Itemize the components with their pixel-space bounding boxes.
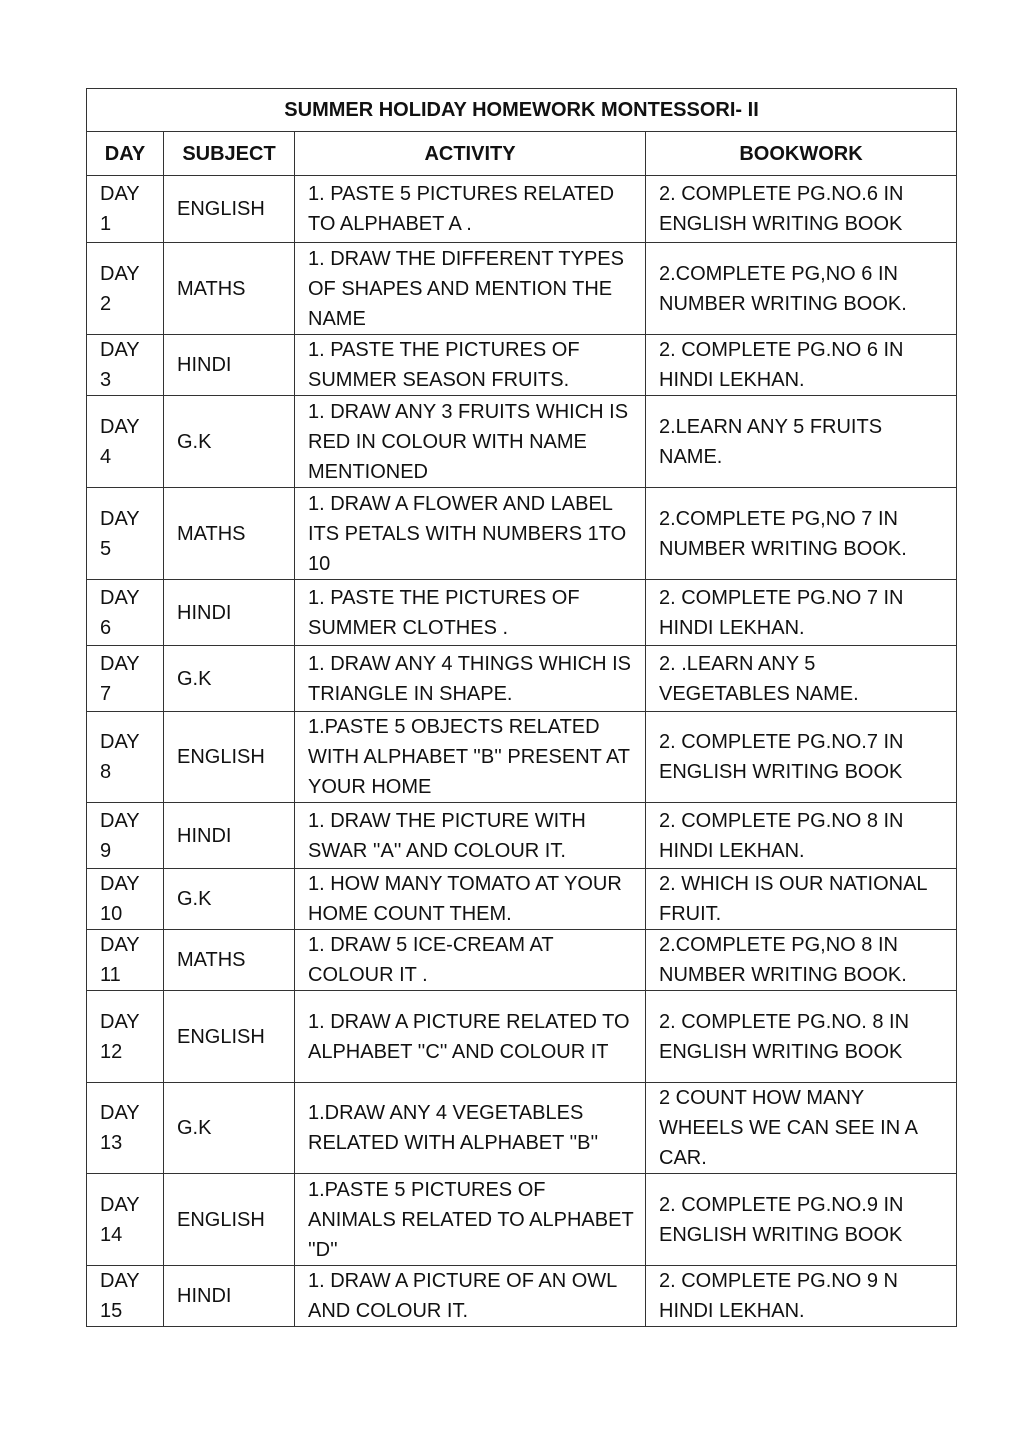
- bookwork-cell: 2. COMPLETE PG.NO 6 IN HINDI LEKHAN.: [646, 335, 957, 396]
- title-row: [87, 89, 957, 132]
- bookwork-cell: 2. WHICH IS OUR NATIONAL FRUIT.: [646, 869, 957, 930]
- table-row: [87, 488, 957, 580]
- subject-cell: MATHS: [164, 243, 295, 335]
- table-row: [87, 869, 957, 930]
- table-row: [87, 1083, 957, 1174]
- table-row: [87, 1266, 957, 1327]
- activity-cell: 1.DRAW ANY 4 VEGETABLES RELATED WITH ALPHABET ''B'': [295, 1083, 646, 1174]
- bookwork-cell: 2. COMPLETE PG.NO 7 IN HINDI LEKHAN.: [646, 580, 957, 646]
- day-cell: DAY 14: [87, 1174, 164, 1266]
- bookwork-cell: 2. COMPLETE PG.NO.9 IN ENGLISH WRITING BOOK: [646, 1174, 957, 1266]
- table-row: [87, 243, 957, 335]
- table-row: [87, 646, 957, 712]
- table-row: [87, 930, 957, 991]
- bookwork-cell: 2. COMPLETE PG.NO 9 N HINDI LEKHAN.: [646, 1266, 957, 1327]
- day-cell: DAY 8: [87, 712, 164, 803]
- day-cell: DAY 4: [87, 396, 164, 488]
- subject-cell: HINDI: [164, 1266, 295, 1327]
- bookwork-cell: 2.COMPLETE PG,NO 7 IN NUMBER WRITING BOOK.: [646, 488, 957, 580]
- day-cell: DAY 6: [87, 580, 164, 646]
- activity-cell: 1. PASTE THE PICTURES OF SUMMER SEASON FRUITS.: [295, 335, 646, 396]
- activity-cell: 1. DRAW THE PICTURE WITH SWAR ''A'' AND COLOUR IT.: [295, 803, 646, 869]
- day-cell: DAY 5: [87, 488, 164, 580]
- subject-cell: G.K: [164, 646, 295, 712]
- table-row: [87, 335, 957, 396]
- table-row: [87, 712, 957, 803]
- bookwork-cell: 2.COMPLETE PG,NO 8 IN NUMBER WRITING BOOK.: [646, 930, 957, 991]
- activity-cell: 1. DRAW A FLOWER AND LABEL ITS PETALS WITH NUMBERS 1TO 10: [295, 488, 646, 580]
- homework-table: [86, 88, 957, 1327]
- day-cell: DAY 11: [87, 930, 164, 991]
- subject-cell: ENGLISH: [164, 1174, 295, 1266]
- bookwork-cell: 2. COMPLETE PG.NO.6 IN ENGLISH WRITING BOOK: [646, 176, 957, 243]
- table-title: SUMMER HOLIDAY HOMEWORK MONTESSORI- II: [87, 89, 957, 132]
- day-cell: DAY 2: [87, 243, 164, 335]
- activity-cell: 1.PASTE 5 PICTURES OF ANIMALS RELATED TO ALPHABET ''D'': [295, 1174, 646, 1266]
- activity-cell: 1. DRAW ANY 4 THINGS WHICH IS TRIANGLE IN SHAPE.: [295, 646, 646, 712]
- activity-cell: 1.PASTE 5 OBJECTS RELATED WITH ALPHABET ''B'' PRESENT AT YOUR HOME: [295, 712, 646, 803]
- activity-cell: 1. PASTE THE PICTURES OF SUMMER CLOTHES .: [295, 580, 646, 646]
- subject-cell: HINDI: [164, 803, 295, 869]
- table-row: [87, 176, 957, 243]
- day-cell: DAY 7: [87, 646, 164, 712]
- table-row: [87, 991, 957, 1083]
- header-subject: SUBJECT: [164, 132, 295, 176]
- activity-cell: 1. DRAW A PICTURE RELATED TO ALPHABET ''C'' AND COLOUR IT: [295, 991, 646, 1083]
- header-day: DAY: [87, 132, 164, 176]
- table-row: [87, 1174, 957, 1266]
- subject-cell: ENGLISH: [164, 176, 295, 243]
- subject-cell: ENGLISH: [164, 991, 295, 1083]
- activity-cell: 1. DRAW ANY 3 FRUITS WHICH IS RED IN COLOUR WITH NAME MENTIONED: [295, 396, 646, 488]
- day-cell: DAY 12: [87, 991, 164, 1083]
- subject-cell: ENGLISH: [164, 712, 295, 803]
- activity-cell: 1. DRAW THE DIFFERENT TYPES OF SHAPES AND MENTION THE NAME: [295, 243, 646, 335]
- subject-cell: G.K: [164, 869, 295, 930]
- day-cell: DAY 1: [87, 176, 164, 243]
- table-body: [87, 176, 957, 1327]
- activity-cell: 1. DRAW A PICTURE OF AN OWL AND COLOUR IT.: [295, 1266, 646, 1327]
- bookwork-cell: 2.COMPLETE PG,NO 6 IN NUMBER WRITING BOOK.: [646, 243, 957, 335]
- activity-cell: 1. HOW MANY TOMATO AT YOUR HOME COUNT THEM.: [295, 869, 646, 930]
- subject-cell: HINDI: [164, 580, 295, 646]
- subject-cell: G.K: [164, 396, 295, 488]
- bookwork-cell: 2. COMPLETE PG.NO 8 IN HINDI LEKHAN.: [646, 803, 957, 869]
- table-row: [87, 396, 957, 488]
- header-bookwork: BOOKWORK: [646, 132, 957, 176]
- header-row: [87, 132, 957, 176]
- day-cell: DAY 9: [87, 803, 164, 869]
- bookwork-cell: 2. COMPLETE PG.NO. 8 IN ENGLISH WRITING BOOK: [646, 991, 957, 1083]
- activity-cell: 1. PASTE 5 PICTURES RELATED TO ALPHABET A .: [295, 176, 646, 243]
- bookwork-cell: 2. .LEARN ANY 5 VEGETABLES NAME.: [646, 646, 957, 712]
- table-row: [87, 803, 957, 869]
- day-cell: DAY 13: [87, 1083, 164, 1174]
- subject-cell: HINDI: [164, 335, 295, 396]
- subject-cell: MATHS: [164, 488, 295, 580]
- table-row: [87, 580, 957, 646]
- subject-cell: MATHS: [164, 930, 295, 991]
- day-cell: DAY 15: [87, 1266, 164, 1327]
- header-activity: ACTIVITY: [295, 132, 646, 176]
- activity-cell: 1. DRAW 5 ICE-CREAM AT COLOUR IT .: [295, 930, 646, 991]
- day-cell: DAY 10: [87, 869, 164, 930]
- subject-cell: G.K: [164, 1083, 295, 1174]
- day-cell: DAY 3: [87, 335, 164, 396]
- bookwork-cell: 2 COUNT HOW MANY WHEELS WE CAN SEE IN A CAR.: [646, 1083, 957, 1174]
- bookwork-cell: 2.LEARN ANY 5 FRUITS NAME.: [646, 396, 957, 488]
- bookwork-cell: 2. COMPLETE PG.NO.7 IN ENGLISH WRITING BOOK: [646, 712, 957, 803]
